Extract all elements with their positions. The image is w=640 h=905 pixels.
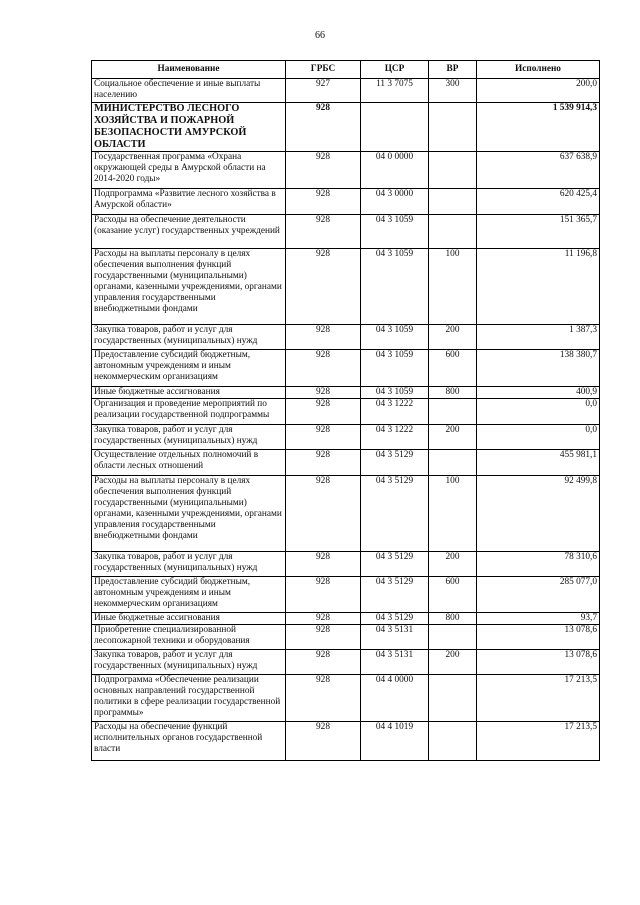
cell-executed: 455 981,1 bbox=[477, 450, 600, 476]
cell-grbs: 928 bbox=[286, 387, 361, 399]
cell-grbs: 928 bbox=[286, 215, 361, 249]
cell-csr: 04 3 5129 bbox=[361, 450, 429, 476]
cell-name: Расходы на выплаты персоналу в целях обеспечения выполнения функций государственными (муниципальными) органами, казенными учреждениями, органами управления государственными внебюджетными фондами bbox=[92, 476, 286, 552]
cell-name: Расходы на выплаты персоналу в целях обеспечения выполнения функций государственными (муниципальными) органами, казенными учреждениями, органами управления государственными внебюджетными фондами bbox=[92, 249, 286, 325]
cell-csr: 04 3 1059 bbox=[361, 325, 429, 350]
cell-vr: 200 bbox=[429, 425, 477, 450]
cell-vr bbox=[429, 152, 477, 189]
table-row bbox=[92, 79, 600, 103]
cell-vr: 100 bbox=[429, 476, 477, 552]
table-row bbox=[92, 152, 600, 189]
cell-executed: 637 638,9 bbox=[477, 152, 600, 189]
cell-vr: 200 bbox=[429, 325, 477, 350]
cell-executed: 17 213,5 bbox=[477, 722, 600, 761]
cell-vr: 100 bbox=[429, 249, 477, 325]
cell-grbs: 928 bbox=[286, 675, 361, 722]
cell-vr bbox=[429, 722, 477, 761]
cell-grbs: 927 bbox=[286, 79, 361, 103]
cell-csr bbox=[361, 103, 429, 152]
table-row bbox=[92, 325, 600, 350]
cell-grbs: 928 bbox=[286, 577, 361, 613]
table-row bbox=[92, 387, 600, 399]
cell-csr: 04 3 1059 bbox=[361, 350, 429, 387]
cell-name: Организация и проведение мероприятий по реализации государственной подпрограммы bbox=[92, 399, 286, 425]
cell-vr bbox=[429, 625, 477, 650]
cell-vr: 800 bbox=[429, 387, 477, 399]
cell-name: Закупка товаров, работ и услуг для государственных (муниципальных) нужд bbox=[92, 650, 286, 675]
cell-executed: 0,0 bbox=[477, 425, 600, 450]
cell-vr: 600 bbox=[429, 350, 477, 387]
table-body bbox=[92, 79, 600, 761]
cell-grbs: 928 bbox=[286, 613, 361, 625]
cell-csr: 04 3 1222 bbox=[361, 399, 429, 425]
table-row bbox=[92, 675, 600, 722]
cell-csr: 11 3 7075 bbox=[361, 79, 429, 103]
cell-executed: 13 078,6 bbox=[477, 650, 600, 675]
table-row bbox=[92, 613, 600, 625]
cell-executed: 78 310,6 bbox=[477, 552, 600, 577]
header-grbs: ГРБС bbox=[286, 61, 361, 79]
cell-grbs: 928 bbox=[286, 722, 361, 761]
cell-name: Предоставление субсидий бюджетным, автономным учреждениям и иным некоммерческим организациям bbox=[92, 350, 286, 387]
cell-name: Иные бюджетные ассигнования bbox=[92, 613, 286, 625]
table-row bbox=[92, 650, 600, 675]
table-row bbox=[92, 476, 600, 552]
table-row bbox=[92, 425, 600, 450]
cell-grbs: 928 bbox=[286, 552, 361, 577]
cell-executed: 620 425,4 bbox=[477, 189, 600, 215]
cell-grbs: 928 bbox=[286, 189, 361, 215]
cell-executed: 93,7 bbox=[477, 613, 600, 625]
cell-vr bbox=[429, 189, 477, 215]
cell-name: Закупка товаров, работ и услуг для государственных (муниципальных) нужд bbox=[92, 552, 286, 577]
cell-grbs: 928 bbox=[286, 476, 361, 552]
cell-executed: 17 213,5 bbox=[477, 675, 600, 722]
header-executed: Исполнено bbox=[477, 61, 600, 79]
cell-name: Приобретение специализированной лесопожарной техники и оборудования bbox=[92, 625, 286, 650]
cell-name: Подпрограмма «Обеспечение реализации основных направлений государственной политики в сфере реализации государственной программы» bbox=[92, 675, 286, 722]
cell-name: Иные бюджетные ассигнования bbox=[92, 387, 286, 399]
budget-execution-table bbox=[91, 60, 600, 761]
table-row bbox=[92, 552, 600, 577]
cell-vr: 600 bbox=[429, 577, 477, 613]
header-csr: ЦСР bbox=[361, 61, 429, 79]
cell-grbs: 928 bbox=[286, 425, 361, 450]
cell-executed: 0,0 bbox=[477, 399, 600, 425]
cell-csr: 04 3 1059 bbox=[361, 249, 429, 325]
table-row bbox=[92, 215, 600, 249]
cell-grbs: 928 bbox=[286, 625, 361, 650]
cell-executed: 200,0 bbox=[477, 79, 600, 103]
table-row bbox=[92, 103, 600, 152]
cell-vr: 200 bbox=[429, 552, 477, 577]
cell-name: Расходы на обеспечение функций исполнительных органов государственной власти bbox=[92, 722, 286, 761]
cell-name: Социальное обеспечение и иные выплаты населению bbox=[92, 79, 286, 103]
table-row bbox=[92, 722, 600, 761]
cell-executed: 11 196,8 bbox=[477, 249, 600, 325]
table-row bbox=[92, 350, 600, 387]
cell-executed: 1 387,3 bbox=[477, 325, 600, 350]
header-name: Наименование bbox=[92, 61, 286, 79]
cell-vr bbox=[429, 399, 477, 425]
cell-csr: 04 3 1059 bbox=[361, 387, 429, 399]
cell-executed: 138 380,7 bbox=[477, 350, 600, 387]
cell-csr: 04 4 1019 bbox=[361, 722, 429, 761]
cell-executed: 1 539 914,3 bbox=[477, 103, 600, 152]
cell-name: Расходы на обеспечение деятельности (оказание услуг) государственных учреждений bbox=[92, 215, 286, 249]
table-row bbox=[92, 577, 600, 613]
cell-executed: 151 365,7 bbox=[477, 215, 600, 249]
cell-vr bbox=[429, 215, 477, 249]
table-row bbox=[92, 450, 600, 476]
cell-grbs: 928 bbox=[286, 450, 361, 476]
cell-csr: 04 3 5129 bbox=[361, 552, 429, 577]
cell-csr: 04 3 5129 bbox=[361, 577, 429, 613]
table-row bbox=[92, 399, 600, 425]
cell-csr: 04 3 0000 bbox=[361, 189, 429, 215]
header-vr: ВР bbox=[429, 61, 477, 79]
cell-executed: 13 078,6 bbox=[477, 625, 600, 650]
cell-csr: 04 3 1059 bbox=[361, 215, 429, 249]
cell-vr: 300 bbox=[429, 79, 477, 103]
cell-csr: 04 3 1222 bbox=[361, 425, 429, 450]
cell-name: Подпрограмма «Развитие лесного хозяйства в Амурской области» bbox=[92, 189, 286, 215]
cell-vr bbox=[429, 450, 477, 476]
cell-name: Закупка товаров, работ и услуг для государственных (муниципальных) нужд bbox=[92, 425, 286, 450]
cell-name: МИНИСТЕРСТВО ЛЕСНОГО ХОЗЯЙСТВА И ПОЖАРНОЙ БЕЗОПАСНОСТИ АМУРСКОЙ ОБЛАСТИ bbox=[92, 103, 286, 152]
cell-csr: 04 3 5129 bbox=[361, 613, 429, 625]
cell-name: Государственная программа «Охрана окружающей среды в Амурской области на 2014-2020 годы» bbox=[92, 152, 286, 189]
cell-executed: 400,9 bbox=[477, 387, 600, 399]
cell-executed: 285 077,0 bbox=[477, 577, 600, 613]
cell-vr: 200 bbox=[429, 650, 477, 675]
cell-name: Закупка товаров, работ и услуг для государственных (муниципальных) нужд bbox=[92, 325, 286, 350]
cell-grbs: 928 bbox=[286, 325, 361, 350]
cell-grbs: 928 bbox=[286, 249, 361, 325]
table-row bbox=[92, 625, 600, 650]
cell-grbs: 928 bbox=[286, 350, 361, 387]
cell-grbs: 928 bbox=[286, 103, 361, 152]
cell-vr: 800 bbox=[429, 613, 477, 625]
cell-vr bbox=[429, 675, 477, 722]
table-header-row bbox=[92, 61, 600, 79]
table-row bbox=[92, 249, 600, 325]
table-row bbox=[92, 189, 600, 215]
cell-grbs: 928 bbox=[286, 650, 361, 675]
cell-name: Предоставление субсидий бюджетным, автономным учреждениям и иным некоммерческим организациям bbox=[92, 577, 286, 613]
cell-csr: 04 3 5131 bbox=[361, 650, 429, 675]
cell-name: Осуществление отдельных полномочий в области лесных отношений bbox=[92, 450, 286, 476]
cell-vr bbox=[429, 103, 477, 152]
cell-csr: 04 0 0000 bbox=[361, 152, 429, 189]
cell-csr: 04 3 5131 bbox=[361, 625, 429, 650]
cell-executed: 92 499,8 bbox=[477, 476, 600, 552]
cell-grbs: 928 bbox=[286, 399, 361, 425]
page-number: 66 bbox=[315, 30, 325, 41]
cell-csr: 04 3 5129 bbox=[361, 476, 429, 552]
cell-csr: 04 4 0000 bbox=[361, 675, 429, 722]
cell-grbs: 928 bbox=[286, 152, 361, 189]
